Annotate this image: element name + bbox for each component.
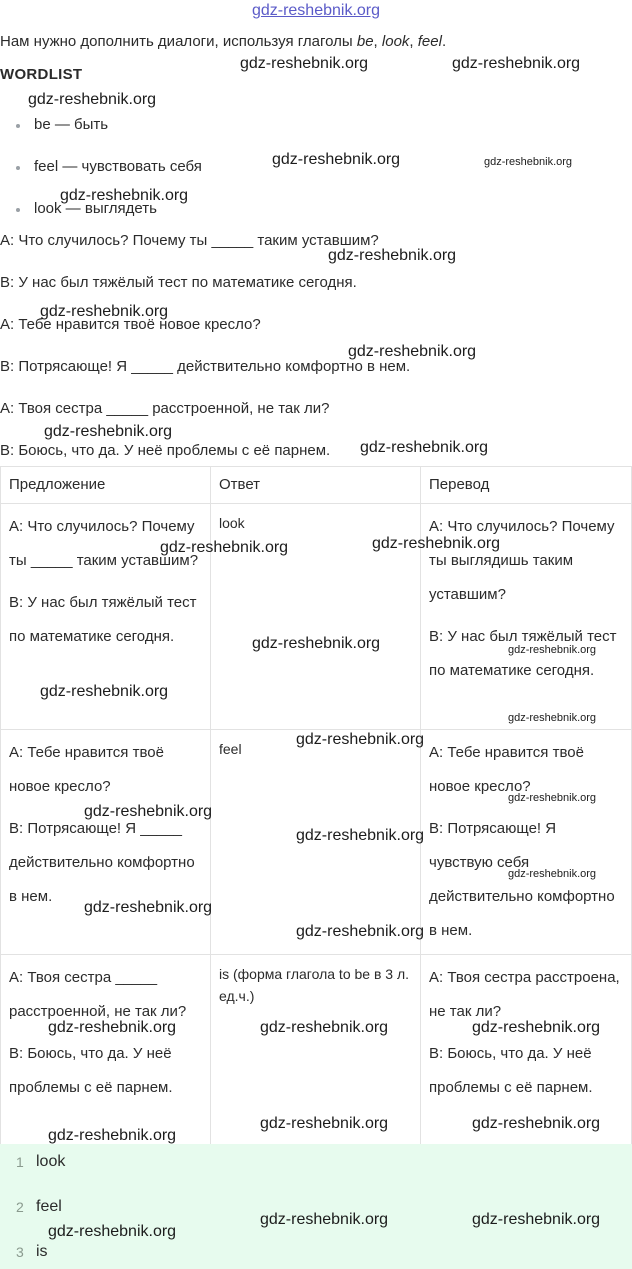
watermark: gdz-reshebnik.org [296,923,425,940]
dialog-line: B: Потрясающе! Я _____ действительно комфортно в нем. [0,358,411,375]
answer-block: 1 look 2 feel 3 is [0,1144,632,1269]
header-translation: Перевод [421,467,632,504]
header-sentence: Предложение [1,467,211,504]
sentence-cell: A: Тебе нравится твоё новое кресло? B: Потрясающе! Я _____ действительно комфортно в нем. [1,730,211,955]
watermark: gdz-reshebnik.org [48,1223,177,1240]
watermark: gdz-reshebnik.org [160,539,289,556]
watermark: gdz-reshebnik.org [260,1115,389,1132]
dialog-line: A: Тебе нравится твоё новое кресло? [0,316,261,333]
dialog-line: B: Боюсь, что да. У неё проблемы с её парнем. [0,442,331,459]
watermark: gdz-reshebnik.org [360,439,489,456]
verb-look: look [381,33,410,50]
watermark: gdz-reshebnik.org [328,247,457,264]
watermark: gdz-reshebnik.org [260,1019,389,1036]
watermark: gdz-reshebnik.org [48,1127,177,1144]
translation-cell: A: Тебе нравится твоё новое кресло? B: Потрясающе! Я чувствую себя действительно комфортно в нем. [421,730,632,955]
watermark: gdz-reshebnik.org [484,156,573,168]
wordlist-item: feel — чувствовать себя [0,156,202,198]
watermark: gdz-reshebnik.org [508,644,597,656]
translation-cell: A: Что случилось? Почему ты выглядишь таким уставшим? B: У нас был тяжёлый тест по математике сегодня. [421,504,632,730]
watermark: gdz-reshebnik.org [372,535,501,552]
watermark: gdz-reshebnik.org [348,343,477,360]
intro-text: Нам нужно дополнить диалоги, используя глаголы be, look, feel. [0,33,447,50]
header-answer: Ответ [211,467,421,504]
watermark: gdz-reshebnik.org [252,635,381,652]
watermark: gdz-reshebnik.org [472,1019,601,1036]
watermark: gdz-reshebnik.org [40,303,169,320]
watermark: gdz-reshebnik.org [472,1211,601,1228]
sentence-cell: A: Что случилось? Почему ты _____ таким уставшим? B: У нас был тяжёлый тест по математике сегодня. [1,504,211,730]
watermark: gdz-reshebnik.org [508,712,597,724]
watermark: gdz-reshebnik.org [508,868,597,880]
table-header-row [1,467,632,504]
watermark: gdz-reshebnik.org [260,1211,389,1228]
watermark: gdz-reshebnik.org [40,683,169,700]
watermark: gdz-reshebnik.org [44,423,173,440]
wordlist-heading: WORDLIST [0,66,83,83]
watermark: gdz-reshebnik.org [296,731,425,748]
watermark: gdz-reshebnik.org [240,55,369,72]
watermark: gdz-reshebnik.org [508,792,597,804]
verb-feel: feel [417,33,442,50]
answer-cell: look [211,504,421,730]
watermark: gdz-reshebnik.org [272,151,401,168]
watermark: gdz-reshebnik.org [84,803,213,820]
dialog-line: A: Что случилось? Почему ты _____ таким уставшим? [0,232,379,249]
answer-cell: is (форма глагола to be в 3 л. ед.ч.) [211,955,421,1147]
wordlist-item: be — быть [0,114,202,156]
dialog-line: B: У нас был тяжёлый тест по математике сегодня. [0,274,357,291]
watermark: gdz-reshebnik.org [48,1019,177,1036]
sentence-cell: A: Твоя сестра _____ расстроенной, не так ли? B: Боюсь, что да. У неё проблемы с её парнем. [1,955,211,1147]
watermark: gdz-reshebnik.org [84,899,213,916]
watermark: gdz-reshebnik.org [60,187,189,204]
watermark: gdz-reshebnik.org [296,827,425,844]
watermark: gdz-reshebnik.org [452,55,581,72]
translation-cell: A: Твоя сестра расстроена, не так ли? B: Боюсь, что да. У неё проблемы с её парнем. [421,955,632,1147]
site-link[interactable]: gdz-reshebnik.org [251,2,381,19]
wordlist-item: look — выглядеть [0,198,202,240]
watermark: gdz-reshebnik.org [28,91,157,108]
verb-be: be [356,33,374,50]
wordlist [0,114,202,240]
answer-cell: feel [211,730,421,955]
dialog-line: A: Твоя сестра _____ расстроенной, не так ли? [0,400,330,417]
watermark: gdz-reshebnik.org [472,1115,601,1132]
